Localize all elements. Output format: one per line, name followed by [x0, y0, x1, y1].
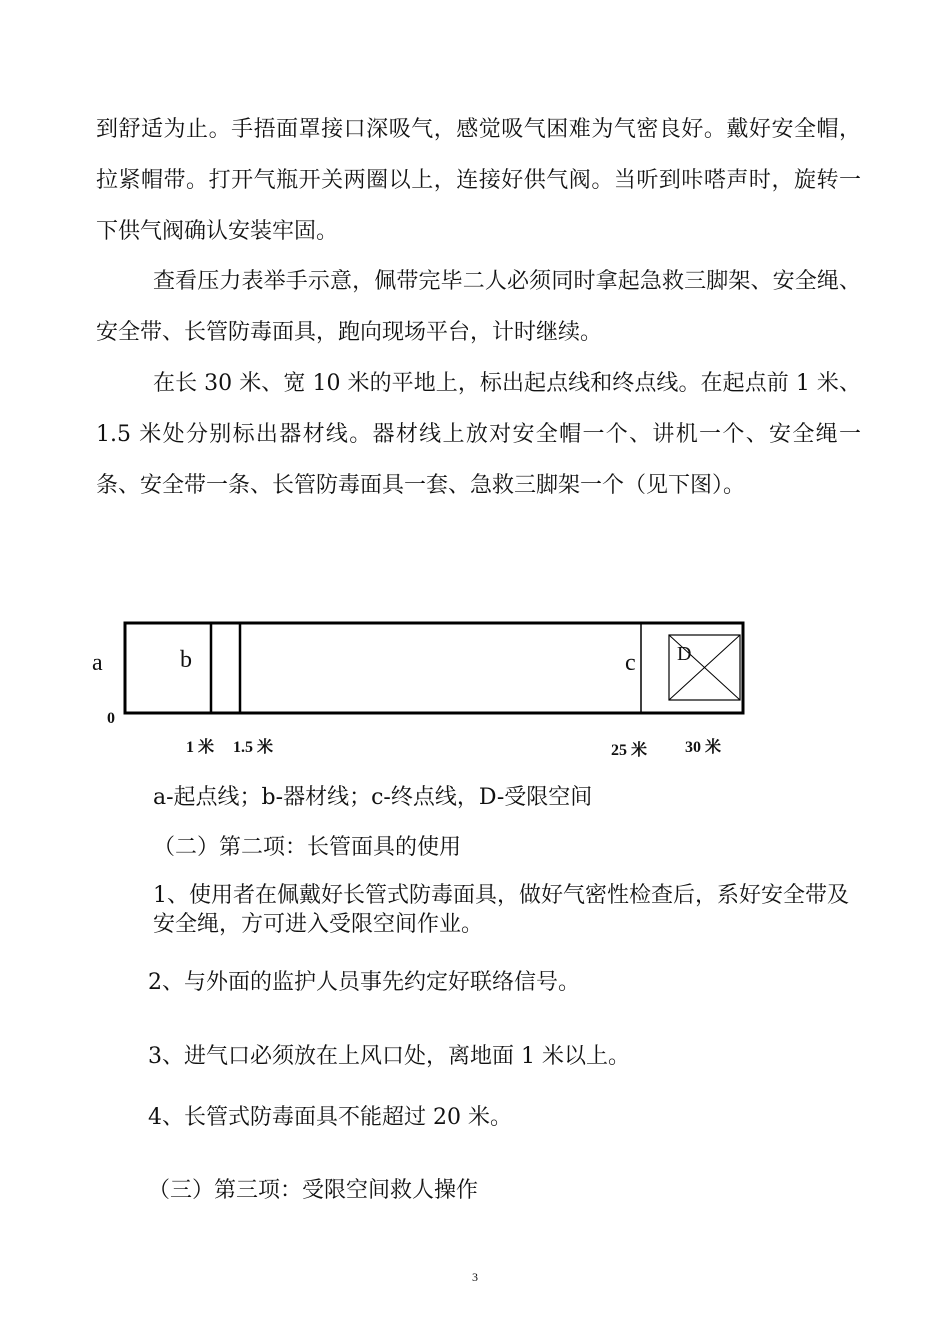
- section-2-heading: （二）第二项：长管面具的使用: [153, 835, 462, 860]
- page-number: 3: [472, 1270, 478, 1284]
- section-2-item-1: 1、使用者在佩戴好长管式防毒面具，做好气密性检查后，系好安全带及安全绳，方可进入受限空间作业。: [153, 883, 849, 937]
- tick-0: 0: [107, 710, 115, 727]
- paragraph-1: 到舒适为止。手捂面罩接口深吸气，感觉吸气困难为气密良好。戴好安全帽，拉紧帽带。打开气瓶开关两圈以上，连接好供气阀。当听到咔嗒声时，旋转一下供气阀确认安装牢固。: [96, 117, 861, 244]
- section-2-item-3: 3、进气口必须放在上风口处，离地面 1 米以上。: [148, 1044, 630, 1069]
- field-outline: [125, 623, 743, 713]
- paragraph-2: 查看压力表举手示意，佩带完毕二人必须同时拿起急救三脚架、安全绳、安全带、长管防毒面具，跑向现场平台，计时继续。: [96, 269, 861, 345]
- section-3-heading: （三）第三项：受限空间救人操作: [148, 1178, 479, 1203]
- section-2-item-4: 4、长管式防毒面具不能超过 20 米。: [148, 1105, 512, 1130]
- tick-1m: 1 米: [186, 739, 215, 756]
- label-start-line: a: [92, 650, 103, 676]
- label-finish-line: c: [625, 650, 636, 676]
- paragraph-3: 在长 30 米、宽 10 米的平地上，标出起点线和终点线。在起点前 1 米、1.5 米处分别标出器材线。器材线上放对安全帽一个、讲机一个、安全绳一条、安全带一条、长管防毒面具一套、急救三脚架一个（见下图）。: [96, 371, 861, 498]
- label-equipment-line: b: [180, 647, 192, 673]
- tick-30m: 30 米: [685, 739, 722, 756]
- label-confined-space: D: [677, 643, 692, 665]
- diagram-caption: a-起点线；b-器材线；c-终点线，D-受限空间: [153, 785, 593, 810]
- section-2-item-2: 2、与外面的监护人员事先约定好联络信号。: [148, 970, 580, 995]
- tick-25m: 25 米: [611, 742, 648, 759]
- tick-1-5m: 1.5 米: [233, 739, 274, 756]
